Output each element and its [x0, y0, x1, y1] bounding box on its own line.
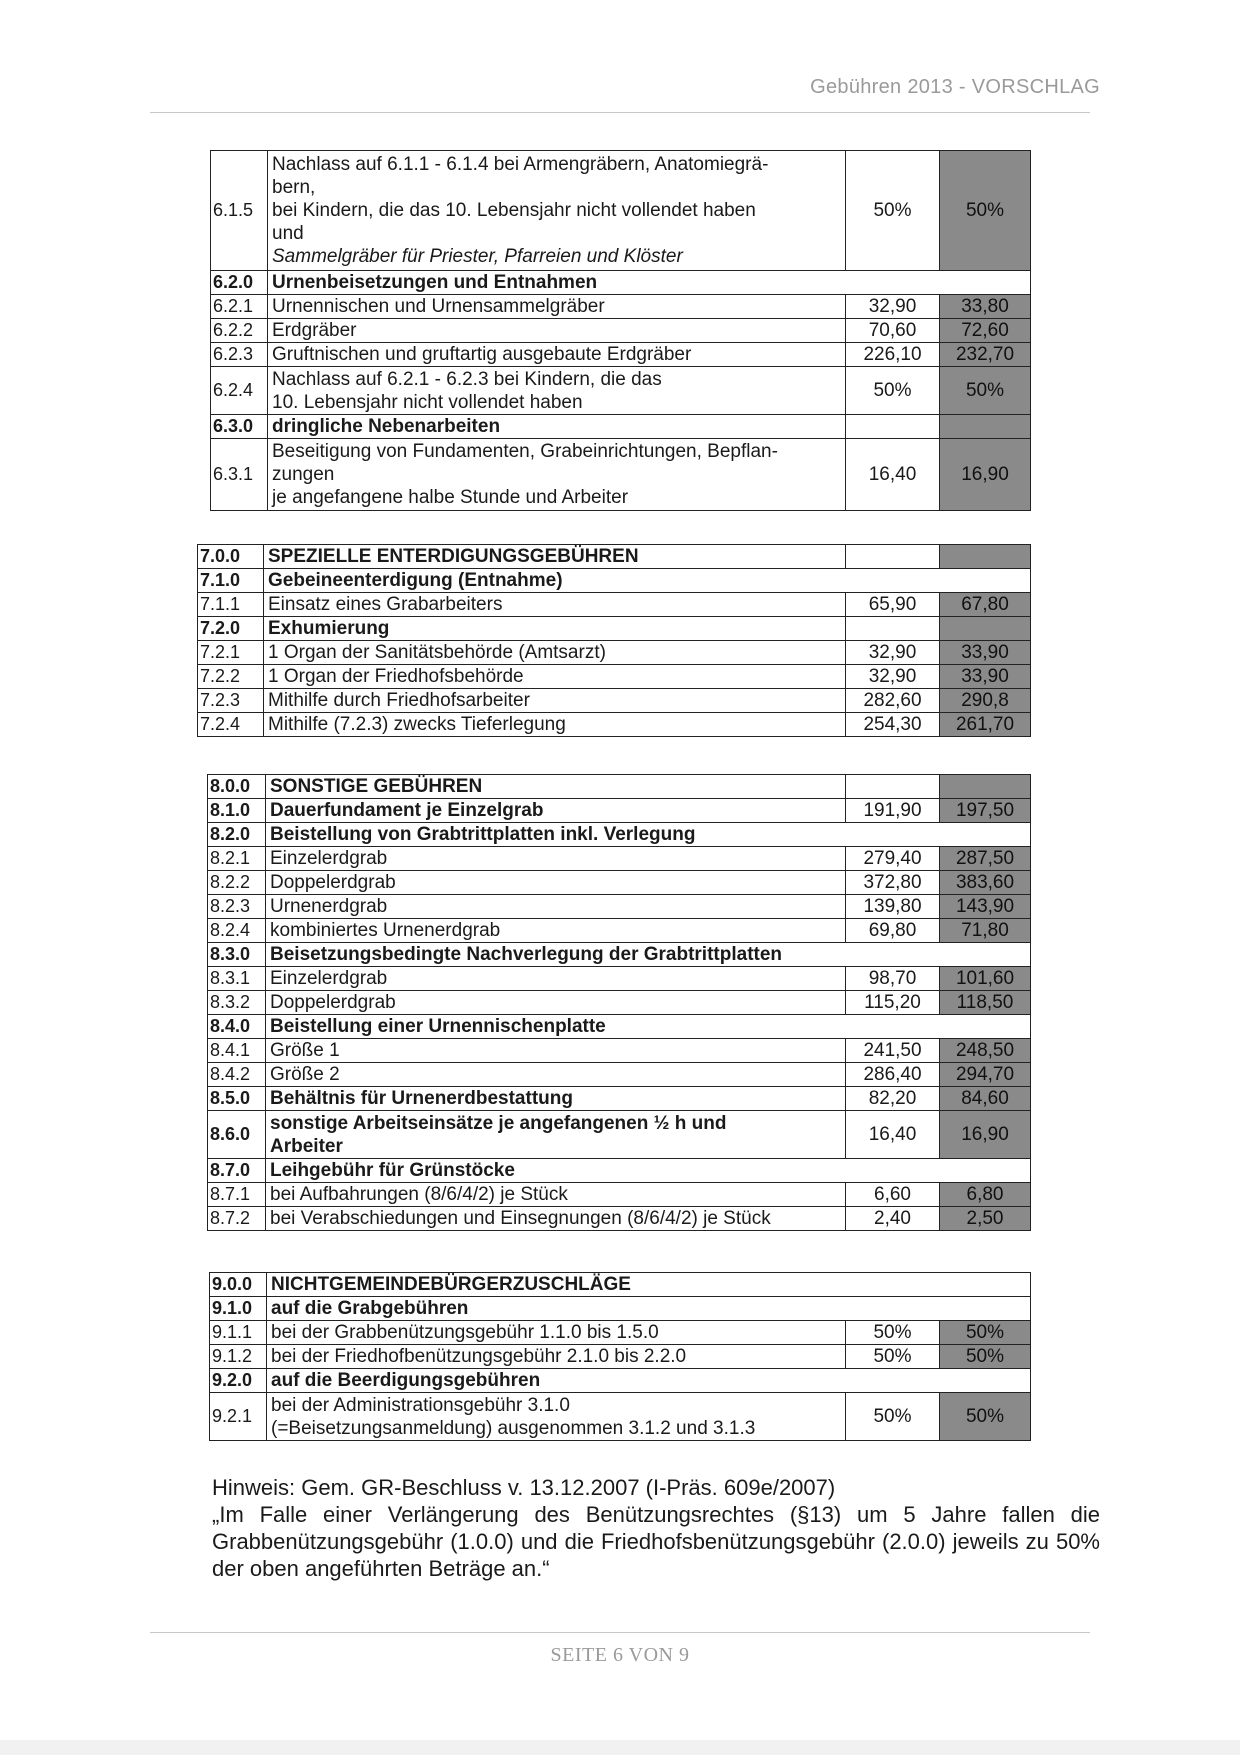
row-description: Größe 1: [266, 1039, 846, 1063]
footer-divider: [150, 1632, 1090, 1633]
old-fee: 98,70: [846, 967, 940, 991]
old-fee: 32,90: [846, 665, 940, 689]
row-code: 8.7.2: [208, 1207, 266, 1231]
row-description: Mithilfe durch Friedhofsarbeiter: [264, 689, 846, 713]
row-heading: sonstige Arbeitseinsätze je angefangenen ½ h und Arbeiter: [266, 1111, 846, 1159]
row-code: 9.1.1: [210, 1321, 267, 1345]
row-heading: SONSTIGE GEBÜHREN: [266, 775, 846, 799]
table-row: [208, 1111, 1031, 1159]
row-description: bei der Grabbenützungsgebühr 1.1.0 bis 1.5.0: [267, 1321, 846, 1345]
old-fee: 65,90: [846, 593, 940, 617]
new-fee: 16,90: [940, 439, 1031, 511]
row-code: 9.1.2: [210, 1345, 267, 1369]
row-description: Erdgräber: [268, 319, 846, 343]
old-fee: 241,50: [846, 1039, 940, 1063]
table-row: [198, 665, 1031, 689]
new-fee: 290,8: [940, 689, 1031, 713]
new-fee: 33,90: [940, 665, 1031, 689]
row-description: Einsatz eines Grabarbeiters: [264, 593, 846, 617]
row-code: 8.2.0: [208, 823, 266, 847]
row-code: 6.3.0: [211, 415, 268, 439]
row-description: Nachlass auf 6.2.1 - 6.2.3 bei Kindern, die das 10. Lebensjahr nicht vollendet haben: [268, 367, 846, 415]
fee-table-section-9: [209, 1272, 1031, 1441]
old-fee: 16,40: [846, 1111, 940, 1159]
row-description: bei der Friedhofbenützungsgebühr 2.1.0 bis 2.2.0: [267, 1345, 846, 1369]
note-quote: „Im Falle einer Verlängerung des Benützungsrechtes (§13) um 5 Jahre fallen die Grabbenützungsgebühr (1.0.0) und die Friedhofsbenützungsgebühr (2.0.0) jeweils zu 50% der oben angeführten Beträge an.“: [212, 1502, 1100, 1581]
table-row: [211, 295, 1031, 319]
scan-edge: [0, 1740, 1240, 1755]
row-code: 6.1.5: [211, 151, 268, 271]
row-code: 7.2.4: [198, 713, 264, 737]
row-heading: auf die Grabgebühren: [267, 1297, 1031, 1321]
new-fee: 50%: [940, 1321, 1031, 1345]
table-row: [211, 343, 1031, 367]
old-fee: 50%: [846, 367, 940, 415]
new-fee: 261,70: [940, 713, 1031, 737]
row-code: 7.1.0: [198, 569, 264, 593]
table-row: [208, 895, 1031, 919]
row-code: 8.2.1: [208, 847, 266, 871]
row-heading: Exhumierung: [264, 617, 846, 641]
row-description: Urnenerdgrab: [266, 895, 846, 919]
new-fee: 50%: [940, 1393, 1031, 1441]
old-fee: 226,10: [846, 343, 940, 367]
page-header-title: Gebühren 2013 - VORSCHLAG: [810, 76, 1100, 98]
table-row: [198, 689, 1031, 713]
row-code: 8.7.1: [208, 1183, 266, 1207]
table-row: [208, 943, 1031, 967]
row-description: Urnennischen und Urnensammelgräber: [268, 295, 846, 319]
row-code: 8.2.3: [208, 895, 266, 919]
new-fee: 248,50: [940, 1039, 1031, 1063]
row-code: 7.2.1: [198, 641, 264, 665]
row-code: 9.1.0: [210, 1297, 267, 1321]
row-description: Einzelerdgrab: [266, 967, 846, 991]
note-reference: Hinweis: Gem. GR-Beschluss v. 13.12.2007 (I-Präs. 609e/2007): [212, 1475, 836, 1500]
table-row: [198, 593, 1031, 617]
new-fee: 118,50: [940, 991, 1031, 1015]
row-heading: Behältnis für Urnenerdbestattung: [266, 1087, 846, 1111]
old-fee: 279,40: [846, 847, 940, 871]
old-fee: 69,80: [846, 919, 940, 943]
row-code: 8.3.1: [208, 967, 266, 991]
row-description: bei Aufbahrungen (8/6/4/2) je Stück: [266, 1183, 846, 1207]
old-fee: 70,60: [846, 319, 940, 343]
row-code: 6.2.4: [211, 367, 268, 415]
resolution-note: [212, 1474, 1100, 1582]
table-row: [210, 1297, 1031, 1321]
row-code: 8.3.0: [208, 943, 266, 967]
fee-table-section-8: [207, 774, 1031, 1231]
old-fee: 50%: [846, 151, 940, 271]
new-fee: 197,50: [940, 799, 1031, 823]
new-fee: 72,60: [940, 319, 1031, 343]
new-fee: 33,80: [940, 295, 1031, 319]
table-row: [208, 823, 1031, 847]
new-fee: 50%: [940, 1345, 1031, 1369]
old-fee: 372,80: [846, 871, 940, 895]
old-fee: 191,90: [846, 799, 940, 823]
new-fee: 33,90: [940, 641, 1031, 665]
table-row: [198, 641, 1031, 665]
table-row: [211, 439, 1031, 511]
row-code: 8.7.0: [208, 1159, 266, 1183]
table-row: [198, 569, 1031, 593]
new-fee: 50%: [940, 151, 1031, 271]
row-description: 1 Organ der Friedhofsbehörde: [264, 665, 846, 689]
table-row: [211, 367, 1031, 415]
row-description: Gruftnischen und gruftartig ausgebaute Erdgräber: [268, 343, 846, 367]
row-heading: dringliche Nebenarbeiten: [268, 415, 846, 439]
old-fee: 32,90: [846, 641, 940, 665]
row-code: 6.2.0: [211, 271, 268, 295]
table-row: [210, 1393, 1031, 1441]
new-fee: 143,90: [940, 895, 1031, 919]
row-description: bei Verabschiedungen und Einsegnungen (8/6/4/2) je Stück: [266, 1207, 846, 1231]
new-fee: 287,50: [940, 847, 1031, 871]
table-row: [208, 775, 1031, 799]
row-description: kombiniertes Urnenerdgrab: [266, 919, 846, 943]
row-heading: Beistellung von Grabtrittplatten inkl. Verlegung: [266, 823, 1031, 847]
row-heading: NICHTGEMEINDEBÜRGERZUSCHLÄGE: [267, 1273, 1031, 1297]
row-code: 6.3.1: [211, 439, 268, 511]
row-heading: SPEZIELLE ENTERDIGUNGSGEBÜHREN: [264, 545, 846, 569]
row-description: Mithilfe (7.2.3) zwecks Tieferlegung: [264, 713, 846, 737]
table-row: [211, 271, 1031, 295]
row-heading: Beistellung einer Urnennischenplatte: [266, 1015, 1031, 1039]
old-fee: 82,20: [846, 1087, 940, 1111]
row-description: Einzelerdgrab: [266, 847, 846, 871]
row-code: 9.0.0: [210, 1273, 267, 1297]
row-code: 9.2.0: [210, 1369, 267, 1393]
row-code: 6.2.2: [211, 319, 268, 343]
row-code: 8.0.0: [208, 775, 266, 799]
row-code: 9.2.1: [210, 1393, 267, 1441]
table-row: [211, 415, 1031, 439]
table-row: [208, 967, 1031, 991]
table-row: [208, 1063, 1031, 1087]
row-description: Nachlass auf 6.1.1 - 6.1.4 bei Armengräbern, Anatomiegrä- bern, bei Kindern, die das 10. Lebensjahr nicht vollendet haben und Sammelgräber für Priester, Pfarreien und Klöster: [268, 151, 846, 271]
row-heading: Gebeineenterdigung (Entnahme): [264, 569, 1031, 593]
row-heading: Leihgebühr für Grünstöcke: [266, 1159, 1031, 1183]
old-fee: 139,80: [846, 895, 940, 919]
table-row: [210, 1345, 1031, 1369]
row-code: 8.1.0: [208, 799, 266, 823]
row-description: Doppelerdgrab: [266, 991, 846, 1015]
table-row: [208, 1087, 1031, 1111]
new-fee: 232,70: [940, 343, 1031, 367]
table-row: [208, 1039, 1031, 1063]
old-fee: 254,30: [846, 713, 940, 737]
old-fee: 282,60: [846, 689, 940, 713]
table-row: [208, 919, 1031, 943]
row-code: 7.2.3: [198, 689, 264, 713]
table-row: [208, 871, 1031, 895]
old-fee: 6,60: [846, 1183, 940, 1207]
table-row: [198, 545, 1031, 569]
row-description: Beseitigung von Fundamenten, Grabeinrichtungen, Bepflan- zungen je angefangene halbe Stunde und Arbeiter: [268, 439, 846, 511]
row-code: 8.6.0: [208, 1111, 266, 1159]
old-fee: 32,90: [846, 295, 940, 319]
new-fee: 294,70: [940, 1063, 1031, 1087]
row-heading: Dauerfundament je Einzelgrab: [266, 799, 846, 823]
row-code: 8.2.4: [208, 919, 266, 943]
new-fee: 84,60: [940, 1087, 1031, 1111]
table-row: [208, 1015, 1031, 1039]
table-row: [210, 1273, 1031, 1297]
row-description: Größe 2: [266, 1063, 846, 1087]
new-fee: 383,60: [940, 871, 1031, 895]
row-heading: Urnenbeisetzungen und Entnahmen: [268, 271, 1031, 295]
row-description: Doppelerdgrab: [266, 871, 846, 895]
old-fee: 286,40: [846, 1063, 940, 1087]
row-description: bei der Administrationsgebühr 3.1.0 (=Beisetzungsanmeldung) ausgenommen 3.1.2 und 3.1.3: [267, 1393, 846, 1441]
row-heading: auf die Beerdigungsgebühren: [267, 1369, 1031, 1393]
new-fee: 50%: [940, 367, 1031, 415]
table-row: [198, 713, 1031, 737]
header-divider: [150, 112, 1090, 113]
new-fee: 71,80: [940, 919, 1031, 943]
table-row: [211, 319, 1031, 343]
row-code: 8.2.2: [208, 871, 266, 895]
new-fee: 101,60: [940, 967, 1031, 991]
table-row: [210, 1369, 1031, 1393]
row-code: 7.2.0: [198, 617, 264, 641]
row-code: 7.2.2: [198, 665, 264, 689]
table-row: [208, 799, 1031, 823]
table-row: [210, 1321, 1031, 1345]
row-code: 7.0.0: [198, 545, 264, 569]
fee-table-section-7: [197, 544, 1031, 737]
table-row: [208, 1183, 1031, 1207]
table-row: [208, 1207, 1031, 1231]
old-fee: 16,40: [846, 439, 940, 511]
new-fee: 2,50: [940, 1207, 1031, 1231]
table-row: [211, 151, 1031, 271]
old-fee: 50%: [846, 1393, 940, 1441]
fee-table-section-6: [210, 150, 1031, 511]
table-row: [208, 847, 1031, 871]
new-fee: 16,90: [940, 1111, 1031, 1159]
old-fee: 50%: [846, 1321, 940, 1345]
old-fee: 2,40: [846, 1207, 940, 1231]
row-code: 8.5.0: [208, 1087, 266, 1111]
new-fee: 67,80: [940, 593, 1031, 617]
old-fee: 50%: [846, 1345, 940, 1369]
row-code: 8.3.2: [208, 991, 266, 1015]
row-heading: Beisetzungsbedingte Nachverlegung der Grabtrittplatten: [266, 943, 1031, 967]
new-fee: 6,80: [940, 1183, 1031, 1207]
old-fee: 115,20: [846, 991, 940, 1015]
row-description: 1 Organ der Sanitätsbehörde (Amtsarzt): [264, 641, 846, 665]
row-code: 8.4.1: [208, 1039, 266, 1063]
row-code: 6.2.1: [211, 295, 268, 319]
table-row: [208, 991, 1031, 1015]
page-number: SEITE 6 VON 9: [550, 1644, 690, 1666]
row-code: 8.4.0: [208, 1015, 266, 1039]
table-row: [198, 617, 1031, 641]
row-code: 6.2.3: [211, 343, 268, 367]
table-row: [208, 1159, 1031, 1183]
row-code: 8.4.2: [208, 1063, 266, 1087]
row-code: 7.1.1: [198, 593, 264, 617]
